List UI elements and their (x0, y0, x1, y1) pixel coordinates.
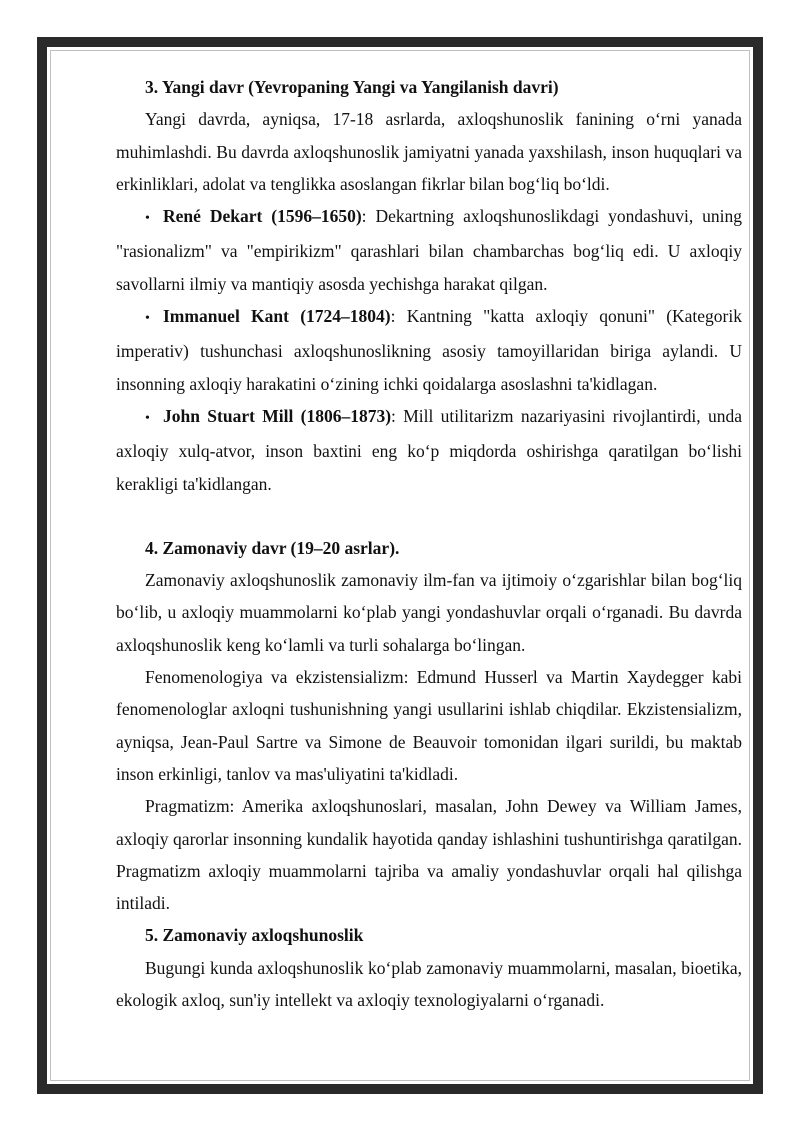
bullet-name: John Stuart Mill (1806–1873) (163, 405, 392, 426)
bullet-item-dekart (116, 200, 742, 300)
bullet-icon: • (145, 311, 150, 327)
section-4-paragraph-3: Pragmatizm: Amerika axloqshunoslari, masalan, John Dewey va William James, axloqiy qarorlar insonning kundalik hayotida qanday ishlashini tushuntirishga qaratilgan. Pragmatizm axloqiy muammolarni tajriba va amaliy yondashuvlar orqali hal qilishga intiladi. (116, 796, 742, 914)
bullet-text: : Kantning "katta axloqiy qonuni" (Kategorik imperativ) tushunchasi axloqshunoslikning asosiy tamoyillaridan biriga aylandi. U insonning axloqiy harakatini o‘zining ichki qoidalarga asoslashni ta'kidlagan. (116, 306, 743, 394)
section-4-paragraph-1: Zamonaviy axloqshunoslik zamonaviy ilm-fan va ijtimoiy o‘zgarishlar bilan bog‘liq bo‘lib, u axloqiy muammolarni ko‘plab yangi yondashuvlar orqali o‘rganadi. Bu davrda axloqshunoslik keng ko‘lamli va turli sohalarga bo‘lingan. (116, 570, 742, 655)
document-body (116, 71, 742, 1016)
section-3-heading: 3. Yangi davr (Yevropaning Yangi va Yangilanish davri) (145, 77, 559, 97)
bullet-name: Immanuel Kant (1724–1804) (163, 306, 391, 327)
section-5-paragraph: Bugungi kunda axloqshunoslik ko‘plab zamonaviy muammolarni, masalan, bioetika, ekologik axloq, sun'iy intellekt va axloqiy texnologiyalarni o‘rganadi. (116, 957, 742, 1011)
bullet-text: : Mill utilitarizm nazariyasini rivojlantirdi, unda axloqiy xulq-atvor, inson baxtini eng ko‘p miqdorda oshirishga qaratilgan bo‘lishi kerakligi ta'kidlangan. (116, 405, 742, 494)
bullet-text: : Dekartning axloqshunoslikdagi yondashuvi, uning "rasionalizm" va "empirikizm" qarashlari bilan chambarchas bog‘liq edi. U axloqiy savollarni ilmiy va mantiqiy asosda yechishga harakat qilgan. (116, 206, 742, 294)
bullet-icon: • (145, 410, 150, 426)
bullet-name: René Dekart (1596–1650) (163, 206, 362, 227)
section-4-heading: 4. Zamonaviy davr (19–20 asrlar). (145, 537, 400, 558)
section-3-intro: Yangi davrda, ayniqsa, 17-18 asrlarda, axloqshunoslik fanining o‘rni yanada muhimlashdi. Bu davrda axloqshunoslik jamiyatni yanada yaxshilash, inson huquqlari va erkinliklari, adolat va tenglikka asoslangan fikrlar bilan bog‘liq bo‘ldi. (116, 109, 742, 194)
bullet-item-mill (116, 400, 742, 500)
bullet-item-kant (116, 300, 742, 400)
bullet-icon: • (145, 211, 150, 227)
section-5-heading: 5. Zamonaviy axloqshunoslik (145, 925, 364, 946)
section-4-paragraph-2: Fenomenologiya va ekzistensializm: Edmund Husserl va Martin Xaydegger kabi fenomenologlar axloqni tushunishning yangi usullarini ishlab chiqdilar. Ekzistensializm, ayniqsa, Jean-Paul Sartre va Simone de Beauvoir tomonidan ilgari surildi, bu maktab inson erkinligi, tanlov va mas'uliyatini ta'kidladi. (116, 667, 742, 784)
section-spacer (116, 500, 742, 532)
